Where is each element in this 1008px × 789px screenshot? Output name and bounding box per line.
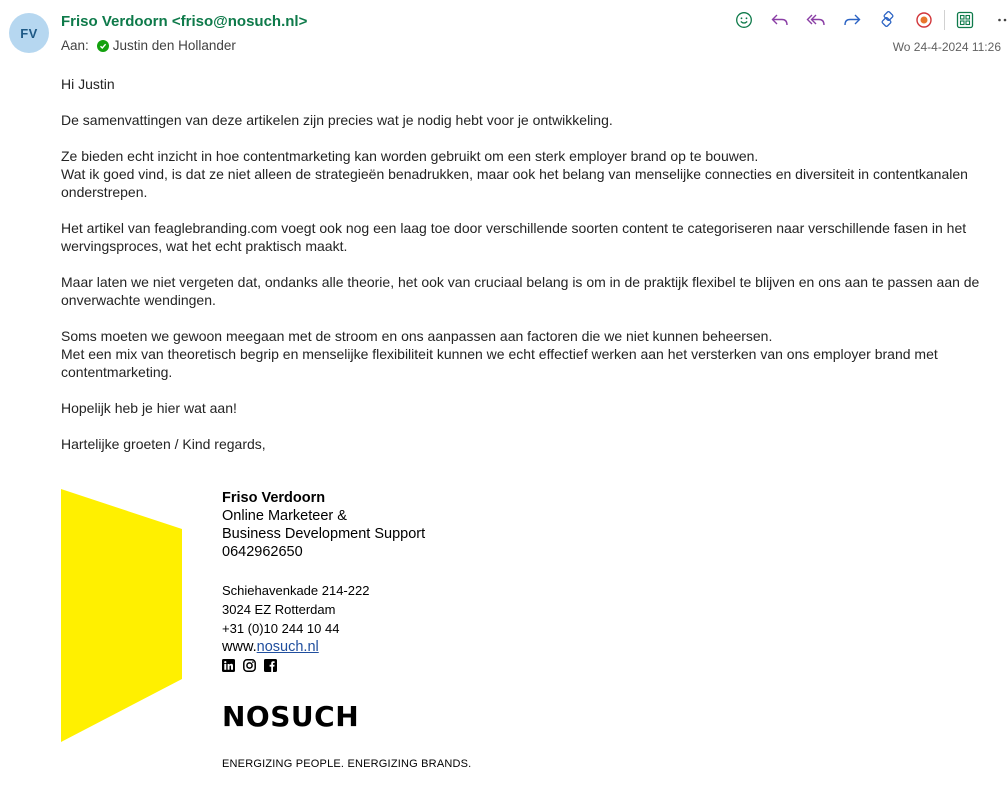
apps-icon[interactable] (953, 8, 977, 32)
signature-address (222, 581, 425, 638)
sender-avatar[interactable]: FV (9, 13, 49, 53)
reply-all-icon[interactable] (804, 8, 828, 32)
message-toolbar (732, 8, 1008, 32)
to-label: Aan: (61, 38, 89, 53)
signature-role: Business Development Support (222, 526, 426, 542)
website-link[interactable]: nosuch.nl (256, 639, 319, 655)
body-paragraph (61, 147, 991, 201)
recipient-name[interactable]: Justin den Hollander (112, 38, 236, 53)
body-line: Ze bieden echt inzicht in hoe contentmarketing kan worden gebruikt om een sterk employer brand op te bouwen. (61, 148, 759, 164)
instagram-icon[interactable] (243, 659, 256, 672)
body-paragraph: Maar laten we niet vergeten dat, ondanks alle theorie, het ook van cruciaal belang is om in de praktijk flexibel te blijven en ons aan te passen aan de onverwachte wendingen. (61, 274, 980, 308)
body-paragraph: De samenvattingen van deze artikelen zijn precies wat je nodig hebt voor je ontwikkeling. (61, 112, 613, 128)
body-line: Wat ik goed vind, is dat ze niet alleen de strategieën benadrukken, maar ook het belang van menselijke connecties en diversiteit in contentkanalen onderstrepen. (61, 166, 968, 200)
emoji-icon[interactable] (732, 8, 756, 32)
body-line: Met een mix van theoretisch begrip en menselijke flexibiliteit kunnen we echt effectief werken aan het versterken van ons employer brand met contentmarketing. (61, 346, 938, 380)
body-line: Soms moeten we gewoon meegaan met de stroom en ons aanpassen aan factoren die we niet kunnen beheersen. (61, 328, 773, 344)
link-icon[interactable] (876, 8, 900, 32)
signature-name: Friso Verdoorn (222, 490, 326, 506)
website-prefix: www. (222, 639, 257, 655)
recipient-row (61, 38, 236, 53)
brand-logo-text: NOSUCH (222, 700, 360, 733)
address-city: 3024 EZ Rotterdam (222, 602, 336, 617)
address-street: Schiehavenkade 214-222 (222, 583, 370, 598)
more-icon[interactable] (993, 8, 1008, 32)
signature-phone: 0642962650 (222, 544, 303, 560)
nosuch-logo-shape (61, 489, 182, 742)
facebook-icon[interactable] (264, 659, 277, 672)
brand-tagline: ENERGIZING PEOPLE. ENERGIZING BRANDS. (222, 758, 472, 770)
office-phone: +31 (0)10 244 10 44 (222, 621, 340, 636)
forward-icon[interactable] (840, 8, 864, 32)
closing: Hartelijke groeten / Kind regards, (61, 436, 266, 452)
reply-icon[interactable] (768, 8, 792, 32)
website-line (222, 638, 425, 656)
body-paragraph: Het artikel van feaglebranding.com voegt ook nog een laag toe door verschillende soorten content te categoriseren naar verschillende fasen in het wervingsproces, wat het echt praktisch maakt. (61, 220, 967, 254)
presence-available-icon (97, 40, 109, 52)
greeting: Hi Justin (61, 76, 115, 92)
sent-date: Wo 24-4-2024 11:26 (892, 40, 1001, 54)
message-body (61, 75, 991, 471)
email-signature (222, 489, 425, 672)
body-paragraph: Hopelijk heb je hier wat aan! (61, 400, 237, 416)
sender-name[interactable]: Friso Verdoorn <friso@nosuch.nl> (61, 13, 308, 30)
record-icon[interactable] (912, 8, 936, 32)
body-paragraph (61, 327, 991, 381)
toolbar-divider (944, 10, 945, 30)
linkedin-icon[interactable] (222, 659, 235, 672)
signature-role: Online Marketeer & (222, 508, 347, 524)
social-links (222, 659, 425, 672)
